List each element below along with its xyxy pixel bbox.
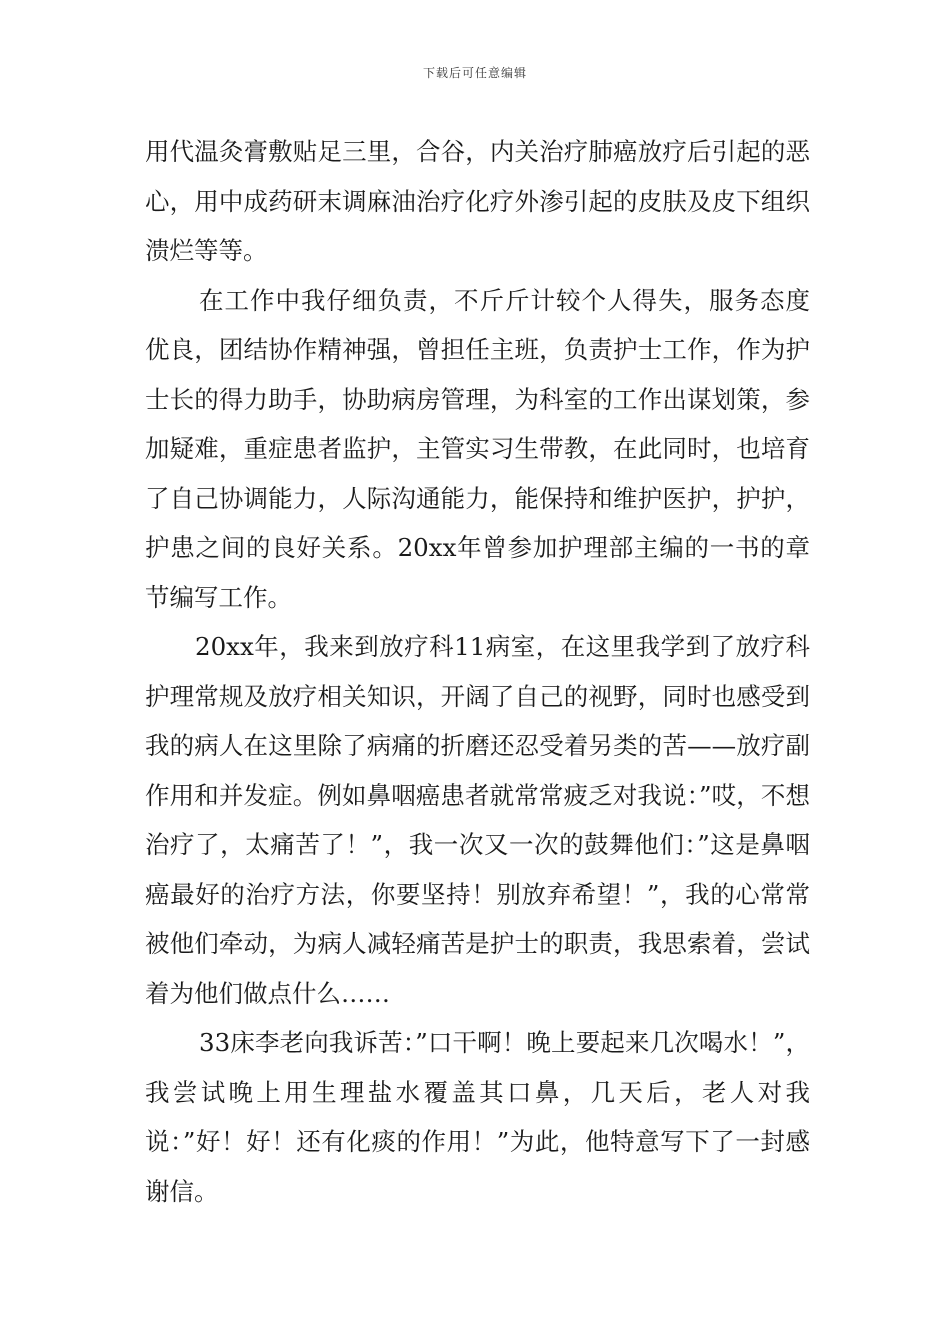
paragraph-1: 用代温灸膏敷贴足三里，合谷，内关治疗肺癌放疗后引起的恶心，用中成药研末调麻油治疗化疗外渗引起的皮肤及皮下组织溃烂等等。 [145, 137, 810, 265]
document-body [145, 127, 810, 1216]
page-header-note: 下载后可任意编辑 [422, 66, 527, 80]
paragraph-3: 20xx年，我来到放疗科11病室，在这里我学到了放疗科护理常规及放疗相关知识，开阔了自己的视野，同时也感受到我的病人在这里除了病痛的折磨还忍受着另类的苦——放疗副作用和并发症。例如鼻咽癌患者就常常疲乏对我说：”哎，不想治疗了，太痛苦了！”，我一次又一次的鼓舞他们：”这是鼻咽癌最好的治疗方法，你要坚持！别放弃希望！”，我的心常常被他们牵动，为病人减轻痛苦是护士的职责，我思索着，尝试着为他们做点什么…… [145, 632, 810, 1008]
paragraph-2: 在工作中我仔细负责，不斤斤计较个人得失，服务态度优良，团结协作精神强，曾担任主班，负责护士工作，作为护士长的得力助手，协助病房管理，为科室的工作出谋划策，参加疑难，重症患者监护，主管实习生带教，在此同时，也培育了自己协调能力，人际沟通能力，能保持和维护医护，护护，护患之间的良好关系。20xx年曾参加护理部主编的一书的章节编写工作。 [145, 285, 810, 612]
paragraph-4: 33床李老向我诉苦：”口干啊！晚上要起来几次喝水！”，我尝试晚上用生理盐水覆盖其口鼻，几天后，老人对我说：”好！好！还有化痰的作用！”为此，他特意写下了一封感谢信。 [145, 1028, 810, 1206]
